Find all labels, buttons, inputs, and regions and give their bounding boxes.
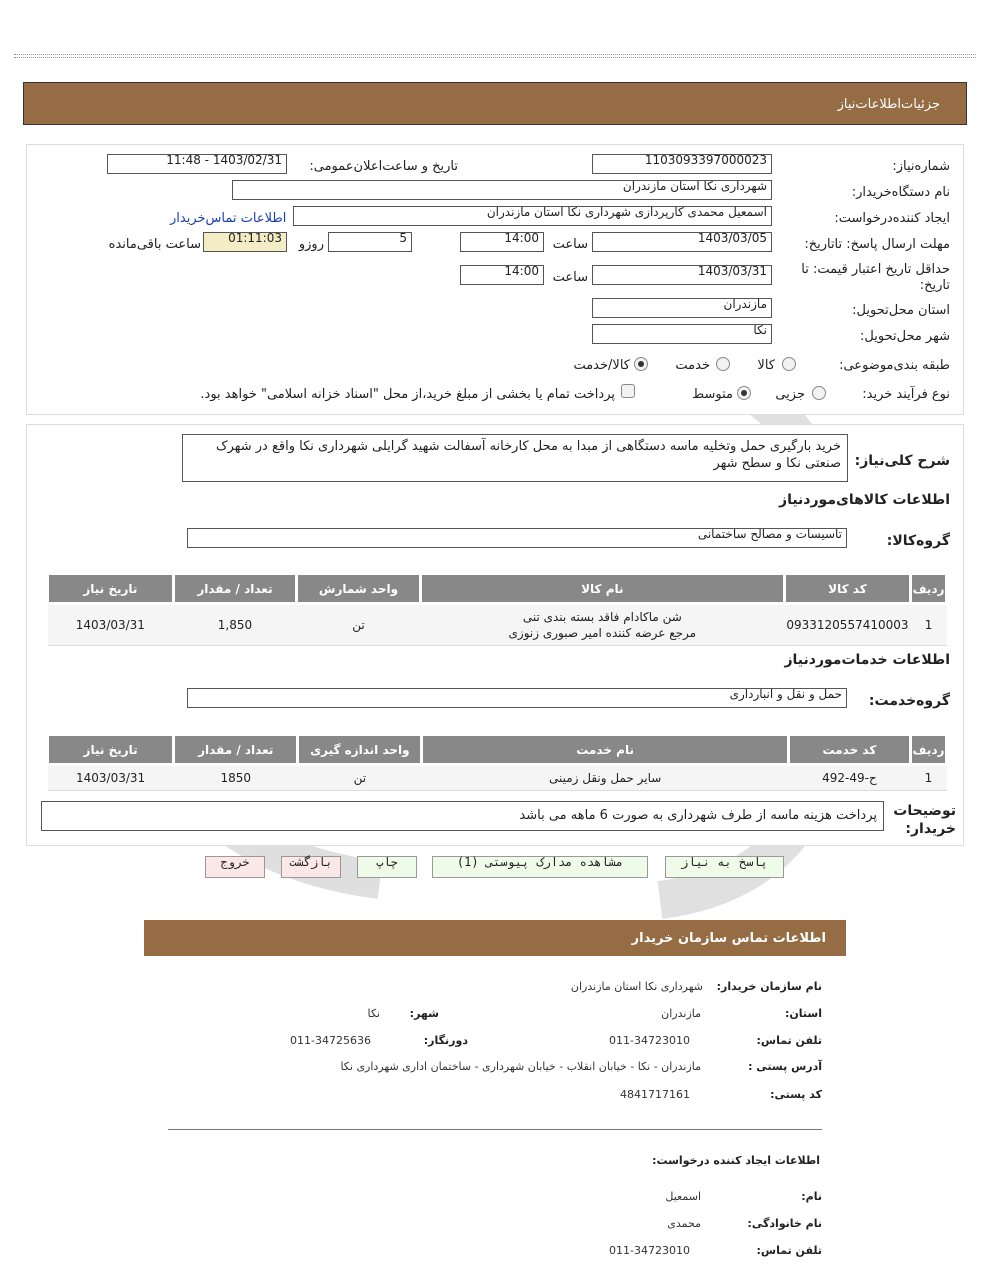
need-number-field[interactable]: 1103093397000023 (592, 154, 772, 174)
goods-header-unit: واحد شمارش (297, 574, 421, 604)
requester-name-label: نام: (801, 1190, 822, 1203)
service-header-name: نام خدمت (422, 735, 788, 765)
service-header-date: تاریخ نیاز (48, 735, 174, 765)
back-button[interactable]: بازگشت (281, 856, 341, 878)
deadline-date-field[interactable]: 1403/03/05 (592, 232, 772, 252)
service-cell-qty: 1850 (174, 765, 298, 791)
service-header-unit: واحد اندازه گیری (298, 735, 422, 765)
category-goods-radio[interactable] (782, 357, 796, 371)
service-cell-code: ح-49-492 (788, 765, 910, 791)
category-both-text: کالا/خدمت (573, 358, 630, 373)
service-group-field[interactable]: حمل و نقل و انبارداری (187, 688, 847, 708)
page-header-bar (23, 82, 967, 125)
buyer-notes-field[interactable]: پرداخت هزینه ماسه از طرف شهرداری به صورت 6 ماهه می باشد (41, 801, 884, 831)
contact-province-label: استان: (785, 1007, 822, 1020)
table-row (48, 765, 947, 791)
goods-section-title: اطلاعات کالاهای‌مورد‌نیاز (779, 492, 950, 508)
deadline-time-field[interactable]: 14:00 (460, 232, 544, 252)
announce-label: تاریخ و ساعت‌اعلان‌عمومی: (309, 159, 458, 174)
goods-cell-name (420, 604, 784, 646)
treasury-payment-text: پرداخت تمام یا بخشی از مبلغ خرید،از محل "اسناد خزانه اسلامی" خواهد بود. (200, 387, 615, 402)
category-both-radio[interactable] (634, 357, 648, 371)
contact-org-value: شهرداری نکا استان مازندران (570, 980, 703, 993)
reply-button[interactable]: پاسخ به نیاز (665, 856, 784, 878)
goods-header-row-no: ردیف (911, 574, 947, 604)
requester-section-title: اطلاعات ایجاد کننده درخواست: (652, 1154, 820, 1167)
buyer-org-label: نام دستگاه‌خریدار: (851, 185, 950, 200)
goods-cell-row-no: 1 (911, 604, 947, 646)
process-label: نوع فرآیند خرید: (862, 387, 950, 402)
creator-label: ایجاد کننده‌درخواست: (834, 211, 950, 226)
service-group-label: گروه‌خدمت: (868, 693, 950, 709)
announce-field[interactable]: 1403/02/31 - 11:48 (107, 154, 287, 174)
buyer-contact-link[interactable]: اطلاعات تماس‌خریدار (170, 211, 287, 226)
goods-cell-code: 0933120557410003 (784, 604, 910, 646)
requester-name-value: اسمعیل (665, 1190, 701, 1203)
contact-section-title: اطلاعات تماس سازمان خریدار (631, 931, 826, 946)
process-minor-radio[interactable] (812, 386, 826, 400)
validity-time-field[interactable]: 14:00 (460, 265, 544, 285)
contact-province-value: مازندران (661, 1007, 701, 1020)
goods-cell-qty: 1,850 (173, 604, 296, 646)
process-minor-text: جزیی (775, 387, 805, 402)
contact-phone-value: 011-34723010 (609, 1034, 690, 1047)
table-row (48, 604, 947, 646)
contact-postal-value: 4841717161 (620, 1088, 690, 1101)
goods-header-date: تاریخ نیاز (48, 574, 174, 604)
service-cell-row-no: 1 (910, 765, 946, 791)
requester-family-label: نام خانوادگی: (747, 1217, 822, 1230)
contact-city-value: نکا (367, 1007, 380, 1020)
validity-label: حداقل تاریخ اعتبار قیمت: تا تاریخ: (801, 262, 950, 293)
category-service-radio[interactable] (716, 357, 730, 371)
goods-cell-unit: تن (297, 604, 421, 646)
services-section-title: اطلاعات خدمات‌مورد‌نیاز (784, 652, 950, 668)
requester-phone-label: تلفن تماس: (756, 1244, 822, 1257)
contact-section-bar (144, 920, 846, 956)
requester-phone-value: 011-34723010 (609, 1244, 690, 1257)
service-cell-unit: تن (298, 765, 422, 791)
service-cell-name: سایر حمل ونقل زمینی (422, 765, 788, 791)
service-header-qty: تعداد / مقدار (174, 735, 298, 765)
service-header-code: کد خدمت (788, 735, 910, 765)
goods-group-field[interactable]: تاسیسات و مصالح ساختمانی (187, 528, 847, 548)
goods-supplier-text: مرجع عرضه کننده امیر صبوری زنوزی (508, 626, 697, 640)
print-button[interactable]: چاپ (357, 856, 417, 878)
exit-button[interactable]: خروج (205, 856, 265, 878)
contact-phone-label: تلفن تماس: (756, 1034, 822, 1047)
validity-time-label: ساعت (552, 270, 588, 285)
remaining-time-field: 01:11:03 (203, 232, 287, 252)
contact-city-label: شهر: (409, 1007, 439, 1020)
contact-address-value: مازندران - نکا - خیابان انقلاب - خیابان شهرداری - ساختمان اداری شهرداری نکا (340, 1060, 701, 1073)
process-medium-radio[interactable] (737, 386, 751, 400)
view-attachments-button[interactable]: مشاهده مدارک پیوستی (1) (432, 856, 648, 878)
process-medium-text: متوسط (692, 387, 733, 402)
contact-org-label: نام سازمان خریدار: (716, 980, 822, 993)
goods-name-text: شن ماکادام فاقد بسته بندی تنی (522, 610, 682, 624)
contact-divider (168, 1129, 822, 1130)
province-label: استان محل‌تحویل: (852, 303, 950, 318)
service-cell-date: 1403/03/31 (48, 765, 174, 791)
category-label: طبقه بندی‌موضوعی: (839, 358, 950, 373)
goods-header-qty: تعداد / مقدار (173, 574, 296, 604)
summary-field[interactable]: خرید بارگیری حمل وتخلیه ماسه دستگاهی از مبدا به محل کارخانه آسفالت شهید گرایلی شهرداری نکا واقع در شهرک صنعتی نکا و سطح شهر (182, 434, 848, 482)
days-label: روزو (298, 237, 324, 252)
province-field[interactable]: مازندران (592, 298, 772, 318)
buyer-org-field[interactable]: شهرداری نکا استان مازندران (232, 180, 772, 200)
goods-cell-date: 1403/03/31 (48, 604, 174, 646)
service-header-row-no: ردیف (910, 735, 946, 765)
city-field[interactable]: نکا (592, 324, 772, 344)
summary-label: شرح کلی‌نیاز: (854, 453, 950, 469)
page-title: جزئیات‌اطلاعات‌نیاز (837, 97, 940, 112)
goods-group-label: گروه‌کالا: (886, 533, 950, 549)
category-service-text: خدمت (675, 358, 710, 373)
buyer-notes-label: توضیحات خریدار: (893, 803, 956, 837)
contact-postal-label: کد پستی: (770, 1088, 822, 1101)
contact-address-label: آدرس پستی : (748, 1060, 822, 1073)
treasury-payment-checkbox[interactable] (621, 384, 635, 398)
city-label: شهر محل‌تحویل: (860, 329, 950, 344)
validity-date-field[interactable]: 1403/03/31 (592, 265, 772, 285)
category-goods-text: کالا (757, 358, 775, 373)
service-table (46, 733, 948, 791)
creator-field[interactable]: اسمعیل محمدی کارپردازی شهرداری نکا استان مازندران (293, 206, 772, 226)
deadline-days-field[interactable]: 5 (328, 232, 412, 252)
goods-table (46, 572, 948, 646)
need-number-label: شماره‌نیاز: (892, 159, 950, 174)
goods-header-name: نام کالا (420, 574, 784, 604)
deadline-time-label: ساعت (552, 237, 588, 252)
contact-fax-label: دورنگار: (423, 1034, 468, 1047)
deadline-label: مهلت ارسال پاسخ: تاتاریخ: (804, 237, 950, 252)
requester-family-value: محمدی (667, 1217, 701, 1230)
remaining-label: ساعت باقی‌مانده (108, 237, 201, 252)
top-divider (14, 54, 976, 58)
contact-fax-value: 011-34725636 (290, 1034, 371, 1047)
goods-header-code: کد کالا (784, 574, 910, 604)
